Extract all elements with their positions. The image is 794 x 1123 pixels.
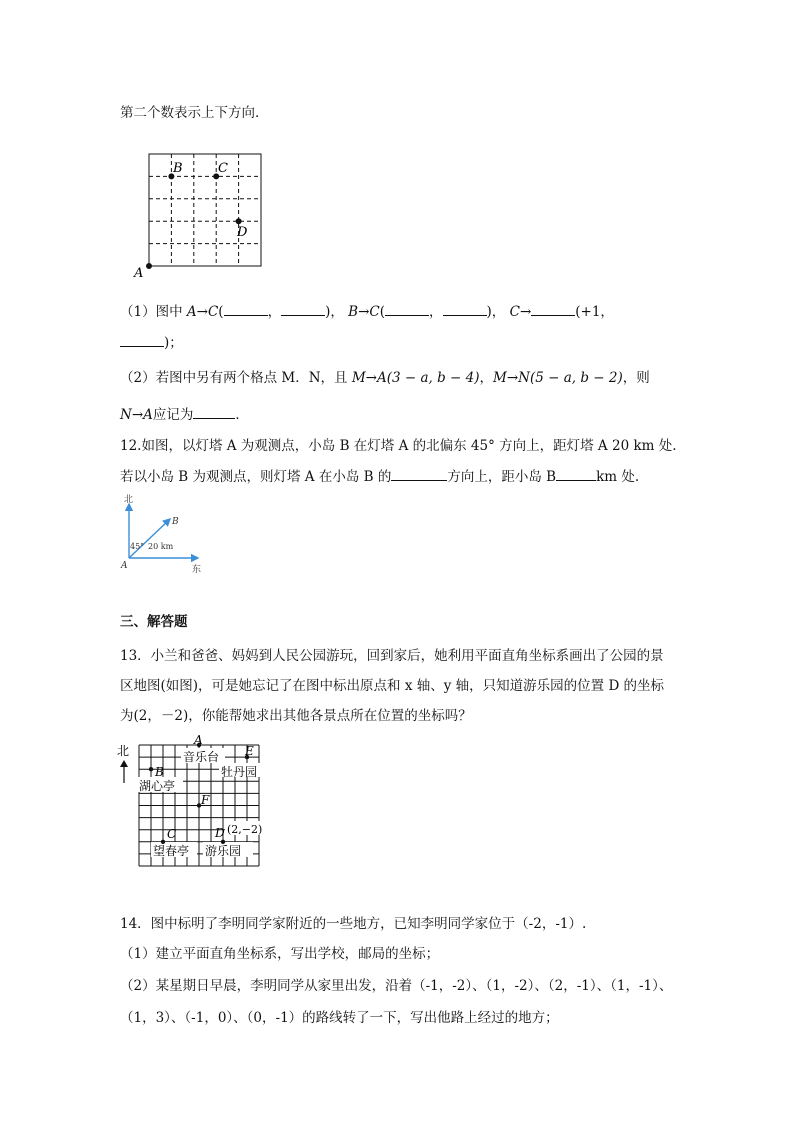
north-label: 北 (117, 744, 130, 758)
q14-line4: （1，3）、（-1，0）、（0，-1）的路线转了一下，写出他路上经过的地方； (120, 1010, 559, 1026)
amusement-park-label: 游乐园 (205, 844, 242, 858)
q11-p2-expr1: (3 − a, b − 4) (386, 370, 480, 386)
compass-figure-q12 (118, 492, 208, 576)
label-d: D (237, 225, 248, 240)
q13-line1: 13．小兰和爸爸、妈妈到人民公园游玩，回到家后，她利用平面直角坐标系画出了公园的景 (120, 648, 664, 664)
q11-close-2: )， (486, 304, 506, 320)
point-a-label: A (121, 561, 128, 571)
ab-arrow (129, 519, 170, 558)
blank-b-to-c-y[interactable] (443, 301, 487, 316)
label-d: D (215, 826, 225, 840)
q11-comma-1: ， (267, 304, 282, 320)
q11-close-1: )， (325, 304, 344, 320)
q11-p1-c3: C (509, 304, 520, 320)
q11-part2-line1 (120, 368, 650, 388)
blank-direction[interactable] (391, 466, 447, 481)
q11-p2-a: A (376, 370, 387, 386)
label-f: F (201, 793, 210, 807)
q11-p3-end: ． (235, 407, 249, 423)
q11-p1-prefix: （1）图中 (120, 304, 187, 320)
q11-p1-end: )； (164, 335, 183, 351)
blank-n-to-a[interactable] (193, 404, 235, 419)
q11-p3-text: 应记为 (152, 407, 194, 423)
q11-p3-n: N (120, 407, 132, 423)
arrow-2: → (358, 304, 370, 320)
label-b: B (173, 161, 183, 176)
music-stage-label: 音乐台 (183, 750, 220, 764)
label-e: E (245, 744, 254, 758)
q13-line2: 区地图(如图)，可是她忘记了在图中标出原点和 x 轴、y 轴，只知道游乐园的位置 D 的坐标 (120, 678, 665, 694)
point-b-label: B (172, 517, 179, 527)
q11-part1-line1 (120, 301, 614, 322)
q14-line3: （2）某星期日早晨，李明同学从家里出发，沿着（-1，-2）、（1，-2）、（2，-1）、（1，-1）、 (120, 978, 673, 994)
blank-a-to-c-y[interactable] (281, 301, 325, 316)
q11-p1-c: C (207, 304, 219, 320)
grid-figure-q11 (125, 145, 270, 285)
arrow-1: → (196, 304, 208, 320)
q11-p2-expr2: (5 − a, b − 2) (529, 370, 623, 386)
arrow-6: → (131, 407, 144, 423)
lake-pavilion-label: 湖心亭 (139, 779, 176, 793)
label-a: A (194, 733, 203, 747)
q14-line2: （1）建立平面直角坐标系，写出学校，邮局的坐标； (120, 946, 440, 962)
north-label: 北 (124, 495, 134, 505)
q11-p2-text: （2）若图中另有两个格点 M．N，且 (120, 370, 352, 386)
park-map-figure (115, 733, 275, 873)
point-d (236, 218, 242, 224)
q11-part1-line2 (120, 332, 183, 353)
blank-c-to-y[interactable] (120, 332, 164, 347)
q11-open-2: ( (379, 304, 386, 320)
blank-distance[interactable] (556, 466, 596, 481)
q11-comma-2: ， (429, 304, 443, 320)
point-a (146, 263, 152, 269)
section-3-heading: 三、解答题 (120, 614, 188, 630)
q11-p1-c2: C (369, 304, 380, 320)
q12-line1: 12.如图，以灯塔 A 为观测点，小岛 B 在灯塔 A 的北偏东 45° 方向上，距灯塔 A 20 km 处. (120, 438, 677, 454)
intro-line: 第二个数表示上下方向． (120, 105, 269, 121)
q14-line1: 14．图中标明了李明同学家附近的一些地方，已知李明同学家位于（-2，-1）. (120, 916, 587, 932)
east-label: 东 (192, 565, 202, 575)
q11-p3-a: A (143, 407, 153, 423)
d-coordinate-label: (2,−2) (227, 823, 263, 836)
peony-garden-label: 牡丹园 (221, 765, 258, 779)
label-c: C (218, 161, 228, 176)
q12-line2 (120, 466, 639, 487)
q11-p2-m1: M (351, 370, 366, 386)
q11-open-1: ( (218, 304, 224, 320)
blank-c-to-target[interactable] (531, 301, 575, 316)
q11-p2-then: ，则 (622, 370, 650, 386)
grid-border (149, 154, 261, 266)
arrow-4: → (365, 370, 377, 386)
distance-label: 20 km (148, 542, 174, 551)
label-c: C (167, 827, 177, 841)
q12-line2b: 方向上，距小岛 B (447, 469, 557, 485)
arrow-3: → (519, 304, 532, 320)
angle-label: 45° (130, 542, 145, 551)
q13-line3: 为(2，－2)，你能帮她求出其他各景点所在位置的坐标吗？ (120, 708, 472, 724)
q11-p2-m2: M (492, 370, 507, 386)
wangchun-pavilion-label: 望春亭 (153, 844, 190, 858)
q11-p2-n: N (518, 370, 530, 386)
point-b (149, 767, 153, 771)
blank-a-to-c-x[interactable] (224, 301, 268, 316)
label-b: B (155, 765, 164, 779)
q12-line2c: km 处. (596, 469, 640, 485)
q11-p2-sep: ， (479, 370, 493, 386)
label-a: A (134, 266, 144, 281)
q11-part2-line2 (120, 404, 249, 425)
q12-line2a: 若以小岛 B 为观测点，则灯塔 A 在小岛 B 的 (120, 469, 392, 485)
arrow-5: → (506, 370, 519, 386)
north-arrowhead (120, 760, 128, 767)
grid-dashed-lines (149, 154, 261, 266)
q11-plus: (+1， (575, 304, 614, 320)
blank-b-to-c-x[interactable] (385, 301, 429, 316)
q11-p1-a: A (186, 304, 197, 320)
q11-p1-b: B (348, 304, 359, 320)
